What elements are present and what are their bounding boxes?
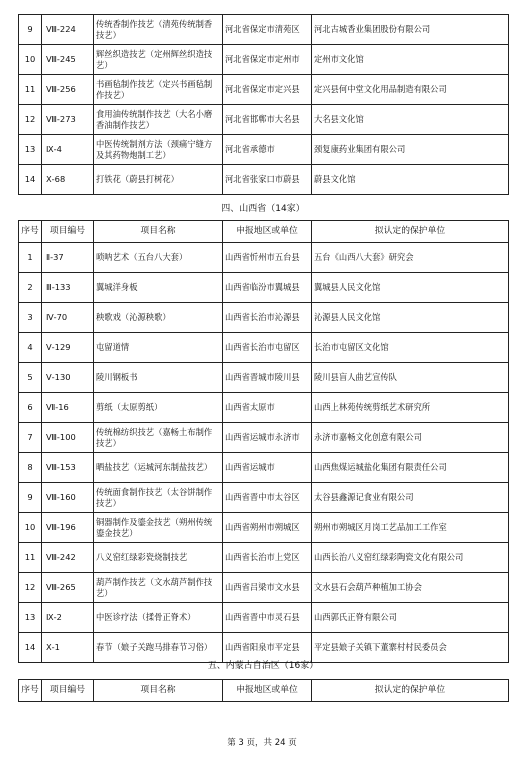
cell-no: 14 [19, 633, 42, 663]
cell-name: 食用油传统制作技艺（大名小磨香油制作技艺） [94, 105, 223, 135]
cell-code: Ⅶ-16 [42, 393, 94, 423]
cell-no: 13 [19, 603, 42, 633]
cell-name: 书画毡制作技艺（定兴书画毡制作技艺） [94, 75, 223, 105]
cell-name: 辉丝织造技艺（定州辉丝织造技艺） [94, 45, 223, 75]
cell-unit: 太谷县鑫源记食业有限公司 [312, 483, 509, 513]
cell-unit: 翼城县人民文化馆 [312, 273, 509, 303]
cell-no: 10 [19, 45, 42, 75]
table-row [19, 603, 509, 633]
header-no: 序号 [19, 680, 42, 702]
cell-no: 6 [19, 393, 42, 423]
cell-no: 3 [19, 303, 42, 333]
cell-unit: 永济市嘉畅文化创意有限公司 [312, 423, 509, 453]
cell-area: 河北省保定市清苑区 [223, 15, 312, 45]
cell-code: Ⅸ-2 [42, 603, 94, 633]
cell-unit: 河北古城香业集团股份有限公司 [312, 15, 509, 45]
cell-no: 5 [19, 363, 42, 393]
hebei-table [18, 14, 509, 195]
cell-area: 山西省长治市沁源县 [223, 303, 312, 333]
cell-no: 4 [19, 333, 42, 363]
cell-unit: 大名县文化馆 [312, 105, 509, 135]
cell-no: 7 [19, 423, 42, 453]
table-header-row [19, 221, 509, 243]
cell-no: 8 [19, 453, 42, 483]
cell-no: 11 [19, 75, 42, 105]
cell-code: Ⅷ-265 [42, 573, 94, 603]
table-row [19, 333, 509, 363]
cell-code: Ⅷ-242 [42, 543, 94, 573]
cell-code: Ⅹ-68 [42, 165, 94, 195]
shanxi-table-body [19, 243, 509, 663]
cell-area: 山西省长治市屯留区 [223, 333, 312, 363]
cell-name: 剪纸（太原剪纸） [94, 393, 223, 423]
cell-name: 唢呐艺术（五台八大套） [94, 243, 223, 273]
cell-no: 12 [19, 105, 42, 135]
cell-no: 1 [19, 243, 42, 273]
cell-unit: 文水县石会葫芦种植加工协会 [312, 573, 509, 603]
cell-code: Ⅳ-70 [42, 303, 94, 333]
header-no: 序号 [19, 221, 42, 243]
table-row [19, 303, 509, 333]
header-name: 项目名称 [94, 680, 223, 702]
cell-code: Ⅷ-100 [42, 423, 94, 453]
cell-area: 山西省长治市上党区 [223, 543, 312, 573]
cell-name: 秧歌戏（沁源秧歌） [94, 303, 223, 333]
cell-area: 山西省晋中市灵石县 [223, 603, 312, 633]
header-area: 申报地区或单位 [223, 680, 312, 702]
cell-area: 河北省承德市 [223, 135, 312, 165]
header-unit: 拟认定的保护单位 [312, 680, 509, 702]
cell-name: 中医诊疗法（揉骨正脊术） [94, 603, 223, 633]
cell-unit: 沁源县人民文化馆 [312, 303, 509, 333]
cell-unit: 长治市屯留区文化馆 [312, 333, 509, 363]
cell-name: 春节（娘子关跑马排春节习俗） [94, 633, 223, 663]
table-row [19, 75, 509, 105]
cell-code: Ⅴ-129 [42, 333, 94, 363]
cell-area: 山西省忻州市五台县 [223, 243, 312, 273]
table-row [19, 363, 509, 393]
cell-name: 中医传统制剂方法（颈痛宁缝方及其药物炮制工艺） [94, 135, 223, 165]
cell-name: 屯留道情 [94, 333, 223, 363]
cell-code: Ⅷ-245 [42, 45, 94, 75]
table-row [19, 273, 509, 303]
table-row [19, 15, 509, 45]
cell-code: Ⅷ-160 [42, 483, 94, 513]
cell-code: Ⅷ-273 [42, 105, 94, 135]
cell-no: 11 [19, 543, 42, 573]
cell-unit: 山西上林苑传统剪纸艺术研究所 [312, 393, 509, 423]
header-area: 申报地区或单位 [223, 221, 312, 243]
cell-name: 翼城洋身板 [94, 273, 223, 303]
cell-area: 山西省吕梁市文水县 [223, 573, 312, 603]
cell-unit: 朔州市朔城区月岗工艺品加工工作室 [312, 513, 509, 543]
cell-area: 河北省邯郸市大名县 [223, 105, 312, 135]
cell-no: 9 [19, 483, 42, 513]
cell-area: 山西省晋中市太谷区 [223, 483, 312, 513]
cell-unit: 平定县娘子关镇下董寨村村民委员会 [312, 633, 509, 663]
cell-area: 山西省太原市 [223, 393, 312, 423]
cell-area: 河北省保定市定州市 [223, 45, 312, 75]
cell-name: 陵川钢板书 [94, 363, 223, 393]
table-header-row [19, 680, 509, 702]
cell-area: 山西省晋城市陵川县 [223, 363, 312, 393]
table-row [19, 483, 509, 513]
cell-code: Ⅷ-224 [42, 15, 94, 45]
cell-code: Ⅹ-1 [42, 633, 94, 663]
cell-unit: 定州市文化馆 [312, 45, 509, 75]
cell-name: 晒盐技艺（运城河东制盐技艺） [94, 453, 223, 483]
section-title-neimenggu: 五、内蒙古自治区（16家） [207, 661, 319, 671]
table-row [19, 543, 509, 573]
table-row [19, 453, 509, 483]
cell-name: 八义窑红绿彩瓷烧制技艺 [94, 543, 223, 573]
header-code: 项目编号 [42, 221, 94, 243]
cell-unit: 五台《山西八大套》研究会 [312, 243, 509, 273]
cell-code: Ⅷ-196 [42, 513, 94, 543]
cell-name: 铜器制作及鎏金技艺（朔州传统鎏金技艺） [94, 513, 223, 543]
cell-no: 13 [19, 135, 42, 165]
header-unit: 拟认定的保护单位 [312, 221, 509, 243]
cell-no: 10 [19, 513, 42, 543]
cell-no: 12 [19, 573, 42, 603]
cell-area: 山西省朔州市朔城区 [223, 513, 312, 543]
table-row [19, 105, 509, 135]
cell-no: 9 [19, 15, 42, 45]
table-row [19, 513, 509, 543]
cell-code: Ⅷ-153 [42, 453, 94, 483]
neimenggu-table [18, 679, 509, 702]
cell-name: 传统棉纺织技艺（嘉畅土布制作技艺） [94, 423, 223, 453]
hebei-table-body [19, 15, 509, 195]
header-name: 项目名称 [94, 221, 223, 243]
table-row [19, 423, 509, 453]
cell-unit: 山西郭氏正脊有限公司 [312, 603, 509, 633]
cell-name: 葫芦制作技艺（文水葫芦制作技艺） [94, 573, 223, 603]
cell-code: Ⅷ-256 [42, 75, 94, 105]
cell-code: Ⅱ-37 [42, 243, 94, 273]
cell-unit: 山西长治八义窑红绿彩陶瓷文化有限公司 [312, 543, 509, 573]
cell-code: Ⅴ-130 [42, 363, 94, 393]
cell-unit: 颈复康药业集团有限公司 [312, 135, 509, 165]
cell-unit: 定兴县何中堂文化用品制造有限公司 [312, 75, 509, 105]
cell-area: 河北省保定市定兴县 [223, 75, 312, 105]
cell-unit: 蔚县文化馆 [312, 165, 509, 195]
shanxi-table [18, 220, 509, 663]
page-footer: 第 3 页，共 24 页 [227, 738, 297, 748]
cell-area: 山西省运城市 [223, 453, 312, 483]
cell-no: 14 [19, 165, 42, 195]
cell-area: 山西省临汾市翼城县 [223, 273, 312, 303]
cell-area: 山西省运城市永济市 [223, 423, 312, 453]
header-code: 项目编号 [42, 680, 94, 702]
table-row [19, 633, 509, 663]
table-row [19, 243, 509, 273]
cell-area: 河北省张家口市蔚县 [223, 165, 312, 195]
cell-name: 传统面食制作技艺（太谷饼制作技艺） [94, 483, 223, 513]
cell-unit: 陵川县盲人曲艺宣传队 [312, 363, 509, 393]
table-row [19, 135, 509, 165]
cell-area: 山西省阳泉市平定县 [223, 633, 312, 663]
table-row [19, 165, 509, 195]
section-title-shanxi: 四、山西省（14家） [221, 204, 305, 214]
table-row [19, 393, 509, 423]
table-row [19, 45, 509, 75]
table-row [19, 573, 509, 603]
cell-no: 2 [19, 273, 42, 303]
cell-code: Ⅲ-133 [42, 273, 94, 303]
cell-name: 传统香制作技艺（清苑传统制香技艺） [94, 15, 223, 45]
cell-name: 打铁花（蔚县打树花） [94, 165, 223, 195]
cell-unit: 山西焦煤运城盐化集团有限责任公司 [312, 453, 509, 483]
cell-code: Ⅸ-4 [42, 135, 94, 165]
